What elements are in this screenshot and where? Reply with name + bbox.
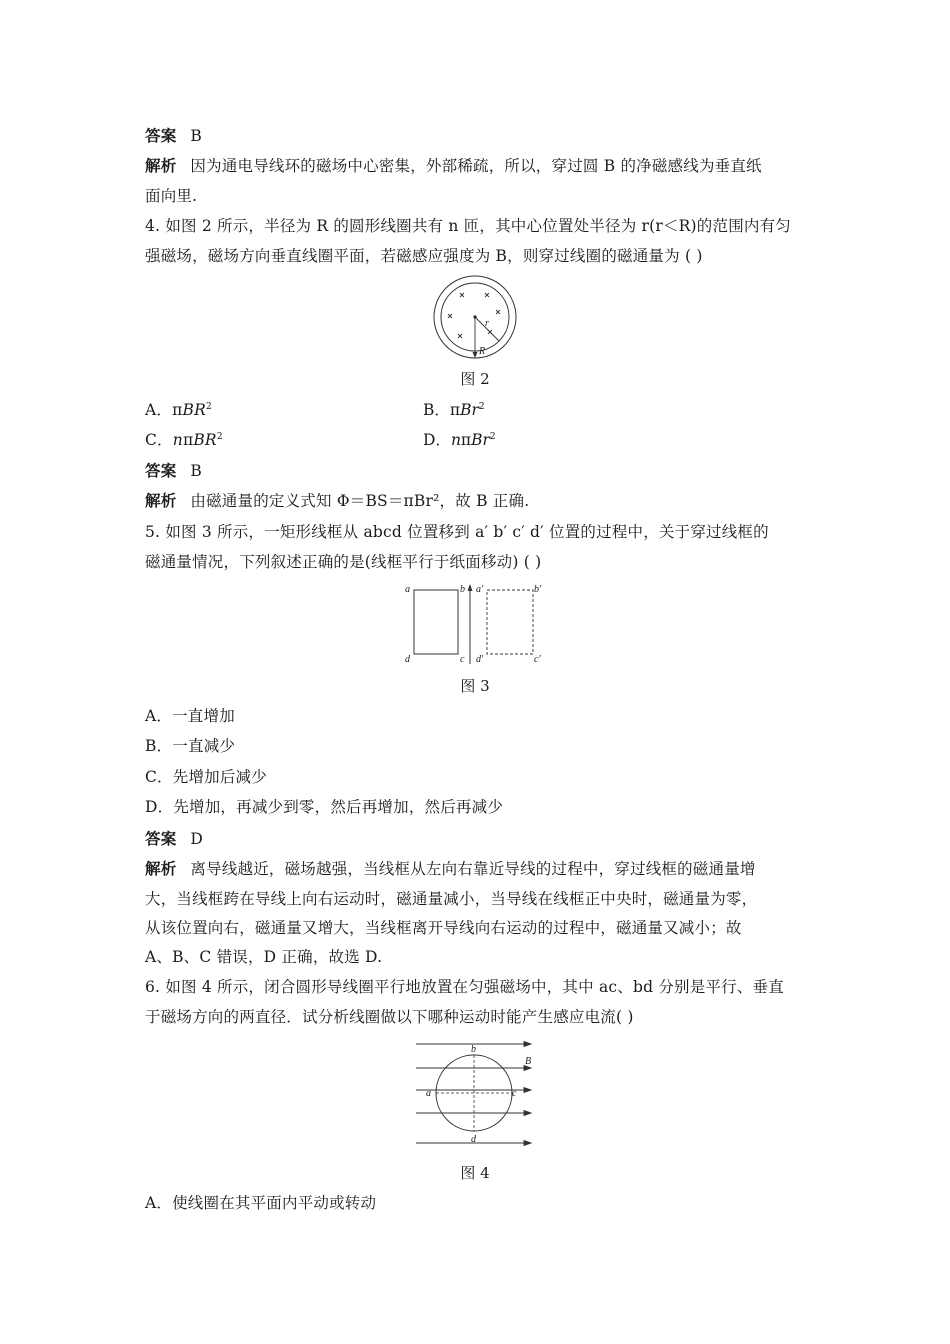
analysis-3-line2: 面向里. — [145, 187, 198, 205]
answer-value: D — [190, 830, 204, 848]
analysis-5-line4: A、B、C 错误，D 正确，故选 D. — [145, 948, 383, 966]
label-b-prime: b′ — [534, 584, 542, 595]
q4-option-b: B．πBr$^2$ — [423, 401, 485, 419]
label-a: a — [426, 1088, 431, 1099]
question-4-line2: 强磁场，磁场方向垂直线圈平面，若磁感应强度为 B，则穿过线圈的磁通量为 ( ) — [145, 247, 703, 265]
q6-option-a: A．使线圈在其平面内平动或转动 — [145, 1194, 377, 1212]
label-a: a — [405, 584, 410, 595]
question-5-line1: 5. 如图 3 所示，一矩形线框从 abcd 位置移到 a′ b′ c′ d′ 位置的过程中，关于穿过线框的 — [145, 523, 769, 541]
analysis-4 — [145, 491, 810, 511]
label-d: d — [471, 1134, 476, 1145]
figure-4-caption: 图 4 — [460, 1164, 490, 1182]
analysis-5-line2: 大，当线框跨在导线上向右运动时，磁通量减小，当导线在线框正中央时，磁通量为零， — [145, 890, 758, 908]
analysis-5-line1 — [145, 859, 810, 879]
figure-2-coil-diagram — [430, 274, 520, 364]
analysis-5-line3: 从该位置向右，磁通量又增大，当线框离开导线向右运动的过程中，磁通量又减小；故 — [145, 919, 742, 937]
q5-option-b: B．一直减少 — [145, 737, 236, 755]
answer-3 — [145, 126, 810, 146]
label-d: d — [405, 654, 410, 665]
question-4-line1: 4. 如图 2 所示，半径为 R 的圆形线圈共有 n 匝，其中心位置处半径为 r(r＜R)的范围内有匀 — [145, 217, 792, 235]
q5-option-c: C．先增加后减少 — [145, 768, 267, 786]
q4-option-a: A．πBR$^2$ — [145, 401, 212, 419]
label-c: c — [512, 1088, 517, 1099]
question-5-line2: 磁通量情况，下列叙述正确的是(线框平行于纸面移动) ( ) — [145, 553, 542, 571]
analysis-label: 解析 — [145, 860, 177, 878]
answer-label: 答案 — [145, 830, 177, 848]
figure-3-caption: 图 3 — [460, 677, 490, 695]
label-b: b — [460, 584, 465, 595]
answer-label: 答案 — [145, 462, 177, 480]
label-c: c — [460, 654, 465, 665]
label-b: b — [471, 1044, 476, 1055]
small-radius-label: r — [485, 318, 489, 329]
frame-abcd — [414, 590, 458, 654]
answer-label: 答案 — [145, 127, 177, 145]
analysis-3-line1 — [145, 156, 810, 176]
analysis-text: 因为通电导线环的磁场中心密集，外部稀疏，所以，穿过圆 B 的净磁感线为垂直纸 — [190, 157, 762, 175]
q5-option-a: A．一直增加 — [145, 707, 235, 725]
figure-4-coil-field-diagram — [408, 1038, 548, 1150]
answer-value: B — [190, 127, 202, 145]
q4-option-d: D．nπBr$^2$ — [423, 431, 496, 449]
answer-value: B — [190, 462, 202, 480]
question-6-line1: 6. 如图 4 所示，闭合圆形导线圈平行地放置在匀强磁场中，其中 ac、bd 分别是平行、垂直 — [145, 978, 784, 996]
analysis-text: 离导线越近，磁场越强，当线框从左向右靠近导线的过程中，穿过线框的磁通量增 — [190, 860, 756, 878]
analysis-label: 解析 — [145, 157, 177, 175]
label-field-b: B — [525, 1056, 532, 1067]
frame-a2b2c2d2 — [487, 590, 533, 654]
field-cross-marks — [448, 293, 500, 338]
analysis-label: 解析 — [145, 492, 177, 510]
q4-option-c: C．nπBR$^2$ — [145, 431, 223, 449]
large-radius-label: R — [479, 346, 486, 357]
label-c-prime: c′ — [534, 654, 541, 665]
figure-2-caption: 图 2 — [460, 370, 490, 388]
figure-3-frame-diagram — [400, 582, 550, 666]
question-6-line2: 于磁场方向的两直径．试分析线圈做以下哪种运动时能产生感应电流( ) — [145, 1008, 634, 1026]
q5-option-d: D．先增加，再减少到零，然后再增加，然后再减少 — [145, 798, 504, 816]
answer-4 — [145, 461, 810, 481]
answer-5 — [145, 829, 810, 849]
label-d-prime: d′ — [476, 654, 484, 665]
label-a-prime: a′ — [476, 584, 484, 595]
analysis-text: 由磁通量的定义式知 Φ＝BS＝πBr²，故 B 正确. — [190, 492, 530, 510]
